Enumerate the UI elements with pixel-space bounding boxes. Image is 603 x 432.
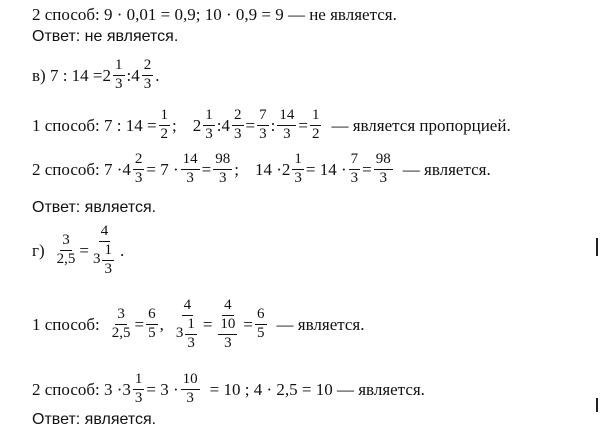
fraction: $\frac{7}{3}$ xyxy=(259,107,267,142)
mixed-number: 2 $\frac{1}{3}$ xyxy=(281,151,302,186)
problem-v-prefix: в) 7 : 14 = xyxy=(32,65,103,85)
problem-g-method2: 2 способ: 3 · 3 $\frac{1}{3}$ = 3 · $\frac{10}{3}$ = 10 ; 4 · 2,5 = 10 — является. xyxy=(32,371,425,406)
fraction: $\frac{1}{3}$ xyxy=(294,151,302,186)
answer-g: Ответ: является. xyxy=(32,411,157,428)
fraction: $\frac{2}{3}$ xyxy=(143,57,152,92)
problem-g: г) $\frac{3}{2,5}$ = 4 3 $\frac{1}{3}$ . xyxy=(32,223,125,277)
problem-v-method1: 1 способ: 7 : 14 = $\frac{1}{2}$ ; 2 $\frac{1}{3}$ : 4 $\frac{2}{3}$ = $\frac{7}{3}$ : $\frac{14}{3}$ = $\frac{1}{2}$ — является пропорцией. xyxy=(32,107,511,142)
complex-fraction: 4 3 $\frac{1}{3}$ xyxy=(175,297,195,351)
fraction: $\frac{6}{5}$ xyxy=(148,306,156,342)
fraction: $\frac{1}{2}$ xyxy=(160,107,169,142)
fraction: $\frac{6}{5}$ xyxy=(257,306,265,342)
fraction: $\frac{10}{3}$ xyxy=(182,371,198,406)
answer-line-g xyxy=(32,412,156,428)
fraction: $\frac{10}{3}$ xyxy=(220,315,236,351)
fraction: $\frac{14}{3}$ xyxy=(182,151,198,186)
mixed-number: 4 $\frac{2}{3}$ xyxy=(122,151,143,186)
answer-line-b xyxy=(32,29,178,45)
mixed-number: 2 $\frac{1}{3}$ xyxy=(102,57,123,92)
scan-artifact-mark xyxy=(596,238,598,256)
answer-line-v xyxy=(32,200,156,216)
fraction: $\frac{1}{3}$ xyxy=(187,315,195,351)
fraction: $\frac{1}{2}$ xyxy=(311,107,320,142)
mixed-number: 4 $\frac{2}{3}$ xyxy=(221,107,242,142)
method2-line-b xyxy=(32,6,397,23)
mixed-number: 4 $\frac{2}{3}$ xyxy=(131,57,152,92)
fraction: $\frac{98}{3}$ xyxy=(215,151,231,186)
text-method2-b: 2 способ: 9 · 0,01 = 0,9; 10 · 0,9 = 9 — не является. xyxy=(32,5,397,24)
mixed-number: 3 $\frac{1}{3}$ xyxy=(122,371,143,406)
fraction: $\frac{7}{3}$ xyxy=(350,151,359,186)
fraction: $\frac{1}{3}$ xyxy=(205,107,213,142)
problem-v-method2: 2 способ: 7 · 4 $\frac{2}{3}$ = 7 · $\frac{14}{3}$ = $\frac{98}{3}$ ; 14 · 2 $\frac{1}{3}$ = 14 · $\frac{7}{3}$ = $\frac{98}{3}$ — является. xyxy=(32,151,491,186)
answer-v: Ответ: является. xyxy=(32,199,157,216)
fraction: $\frac{14}{3}$ xyxy=(279,107,295,142)
fraction: $\frac{1}{3}$ xyxy=(134,371,143,406)
complex-fraction: $\frac{4}{\frac{10}{3}}$ xyxy=(220,297,236,351)
fraction: $\frac{98}{3}$ xyxy=(375,151,391,186)
fraction: $\frac{2}{3}$ xyxy=(134,151,143,186)
fraction: $\frac{1}{3}$ xyxy=(115,57,123,92)
mixed-number: 2 $\frac{1}{3}$ xyxy=(192,107,213,142)
complex-fraction: 4 3 $\frac{1}{3}$ xyxy=(92,223,112,277)
fraction: $\frac{3}{2,5}$ xyxy=(56,232,76,268)
answer-b: Ответ: не является. xyxy=(32,28,179,45)
scan-artifact-mark xyxy=(596,398,598,412)
fraction: $\frac{3}{2,5}$ xyxy=(111,306,131,342)
problem-g-method1: 1 способ: $\frac{3}{2,5}$ = $\frac{6}{5}$ , 4 3 $\frac{1}{3}$ = $\frac{4}{\frac{10}{3}}$ = $\frac{6}{5}$ — является. xyxy=(32,297,365,351)
fraction: $\frac{1}{3}$ xyxy=(104,241,112,277)
problem-v: в) 7 : 14 = 2 $\frac{1}{3}$ : 4 $\frac{2}{3}$ . xyxy=(32,57,160,92)
fraction: $\frac{2}{3}$ xyxy=(234,107,242,142)
